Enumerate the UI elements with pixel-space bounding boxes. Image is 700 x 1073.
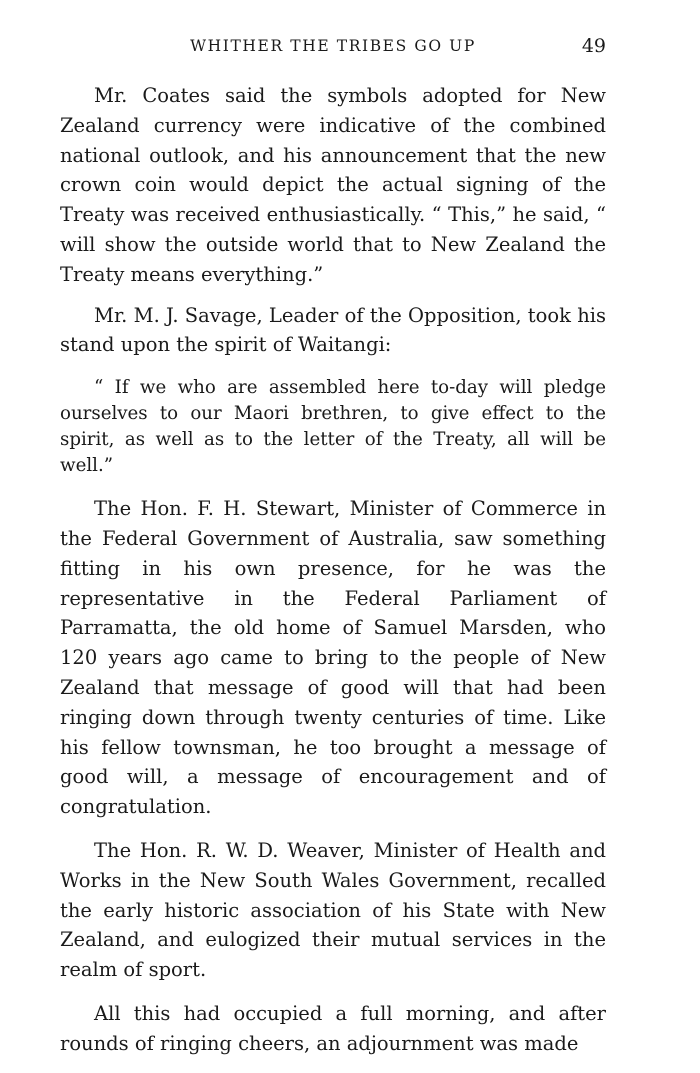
running-title: WHITHER THE TRIBES GO UP — [190, 37, 476, 55]
paragraph-adjournment: All this had occupied a full morning, and after rounds of ringing cheers, an adjournment was made — [60, 1001, 606, 1055]
body-text — [60, 81, 606, 1073]
paragraph-stewart: The Hon. F. H. Stewart, Minister of Commerce in the Federal Government of Australia, saw something fitting in his own presence, for he was the representative in the Federal Parliament of Parramatta, the old home of Samuel Marsden, who 120 years ago came to bring to the people of New Zealand that message of good will that had been ringing down through twenty centuries of time. Like his fellow townsman, he too brought a message of good will, a message of encouragement and of congratulation. — [60, 497, 606, 819]
paragraph-coates: Mr. Coates said the symbols adopted for New Zealand currency were indicative of the combined national outlook, and his announcement that the new crown coin would depict the actual signing of the Treaty was received enthusiastically. “ This,” he said, “ will show the outside world that to New Zealand the Treaty means everything.” — [60, 84, 606, 286]
page-number: 49 — [581, 35, 606, 57]
paragraph-savage: Mr. M. J. Savage, Leader of the Opposition, took his stand upon the spirit of Waitangi: — [60, 303, 606, 357]
running-head — [60, 34, 606, 58]
paragraph-weaver: The Hon. R. W. D. Weaver, Minister of Health and Works in the New South Wales Government, recalled the early historic association of his State with New Zealand, and eulogized their mutual services in the realm of sport. — [60, 838, 606, 982]
block-quote-savage: “ If we who are assembled here to-day will pledge ourselves to our Maori brethren, to give effect to the spirit, as well as to the letter of the Treaty, all will be well.” — [60, 377, 606, 477]
